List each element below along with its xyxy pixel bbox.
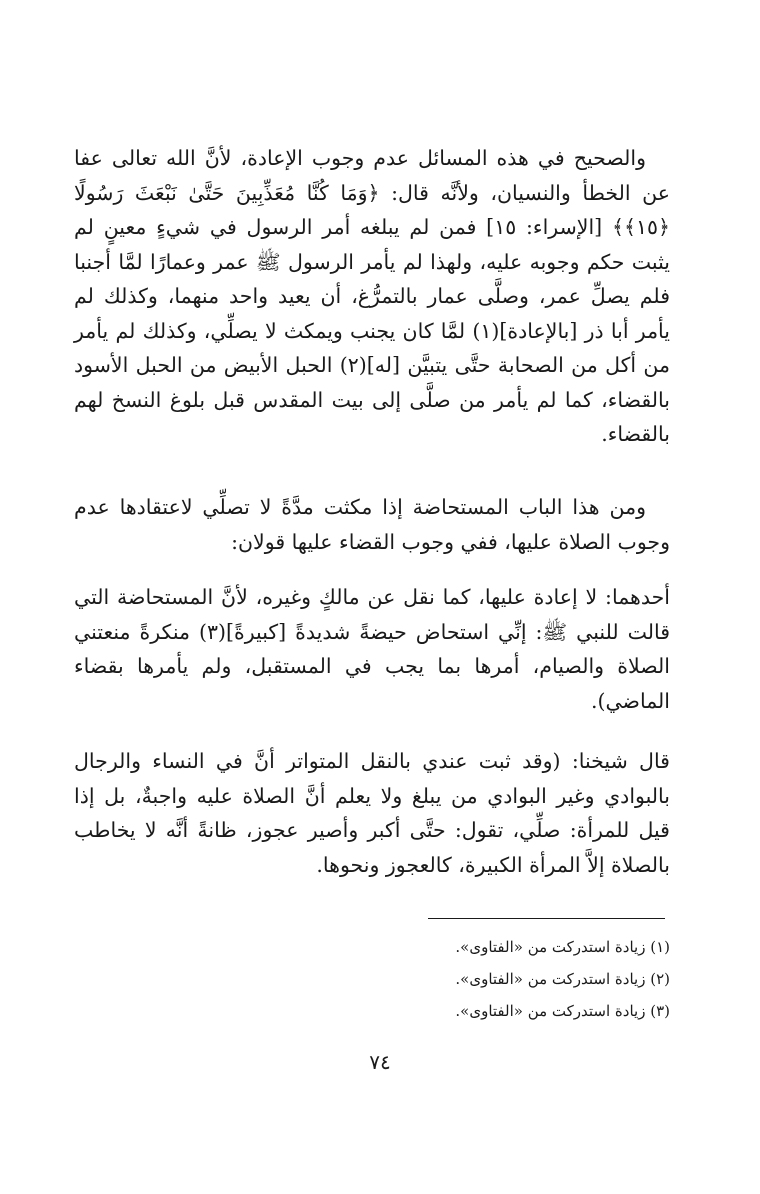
paragraph: قال شيخنا: (وقد ثبت عندي بالنقل المتواتر أنَّ في النساء والرجال بالبوادي وغير البوادي من يبلغ ولا يعلم أنَّ الصلاة عليه واجبةٌ، بل إذا قيل للمرأة: صلِّي، تقول: حتَّى أكبر وأصير عجوز، ظانةً أنَّه لا يخاطب بالصلاة إلاَّ المرأة الكبيرة، كالعجوز ونحوها. [74,749,670,877]
paragraph: والصحيح في هذه المسائل عدم وجوب الإعادة، لأنَّ الله تعالى عفا عن الخطأ والنسيان، ولأنَّه قال: ﴿وَمَا كُنَّا مُعَذِّبِينَ حَتَّىٰ نَبْعَثَ رَسُولًا ﴿١٥﴾﴾ [الإسراء: ١٥] فمن لم يبلغه أمر الرسول في شيءٍ معينٍ لم يثبت حكم وجوبه عليه، ولهذا لم يأمر الرسول ﷺ عمر وعمارًا لمَّا أجنبا فلم يصلِّ عمر، وصلَّى عمار بالتمرُّغ، أن يعيد واحد منهما، وكذلك لم يأمر أبا ذر [بالإعادة](١) لمَّا كان يجنب ويمكث لا يصلِّي، وكذلك لم يأمر من أكل من الصحابة حتَّى يتبيَّن [له](٢) الحبل الأبيض من الحبل الأسود بالقضاء، كما لم يأمر من صلَّى إلى بيت المقدس قبل بلوغ النسخ لهم بالقضاء. [74,146,671,446]
footnote-item: (٢) زيادة استدركت من «الفتاوى». [455,970,670,988]
footnote-item: (٣) زيادة استدركت من «الفتاوى». [455,1002,670,1020]
main-text-paragraph-1 [74,141,670,452]
footnote-item: (١) زيادة استدركت من «الفتاوى». [455,938,670,956]
page-number: ٧٤ [369,1050,391,1074]
main-text-paragraph-3 [74,580,670,718]
footnotes [200,931,670,1027]
paragraph: أحدهما: لا إعادة عليها، كما نقل عن مالكٍ وغيره، لأنَّ المستحاضة التي قالت للنبي ﷺ: إنِّي استحاض حيضةً شديدةً [كبيرةً](٣) منكرةً منعتني الصلاة والصيام، أمرها بما يجب في المستقبل، ولم يأمرها بقضاء الماضي). [74,585,670,713]
main-text-paragraph-2 [74,490,670,559]
main-text-paragraph-4 [74,744,670,882]
footnote-separator [428,918,665,919]
paragraph: ومن هذا الباب المستحاضة إذا مكثت مدَّةً لا تصلِّي لاعتقادها عدم وجوب الصلاة عليها، ففي وجوب القضاء عليها قولان: [74,495,670,554]
